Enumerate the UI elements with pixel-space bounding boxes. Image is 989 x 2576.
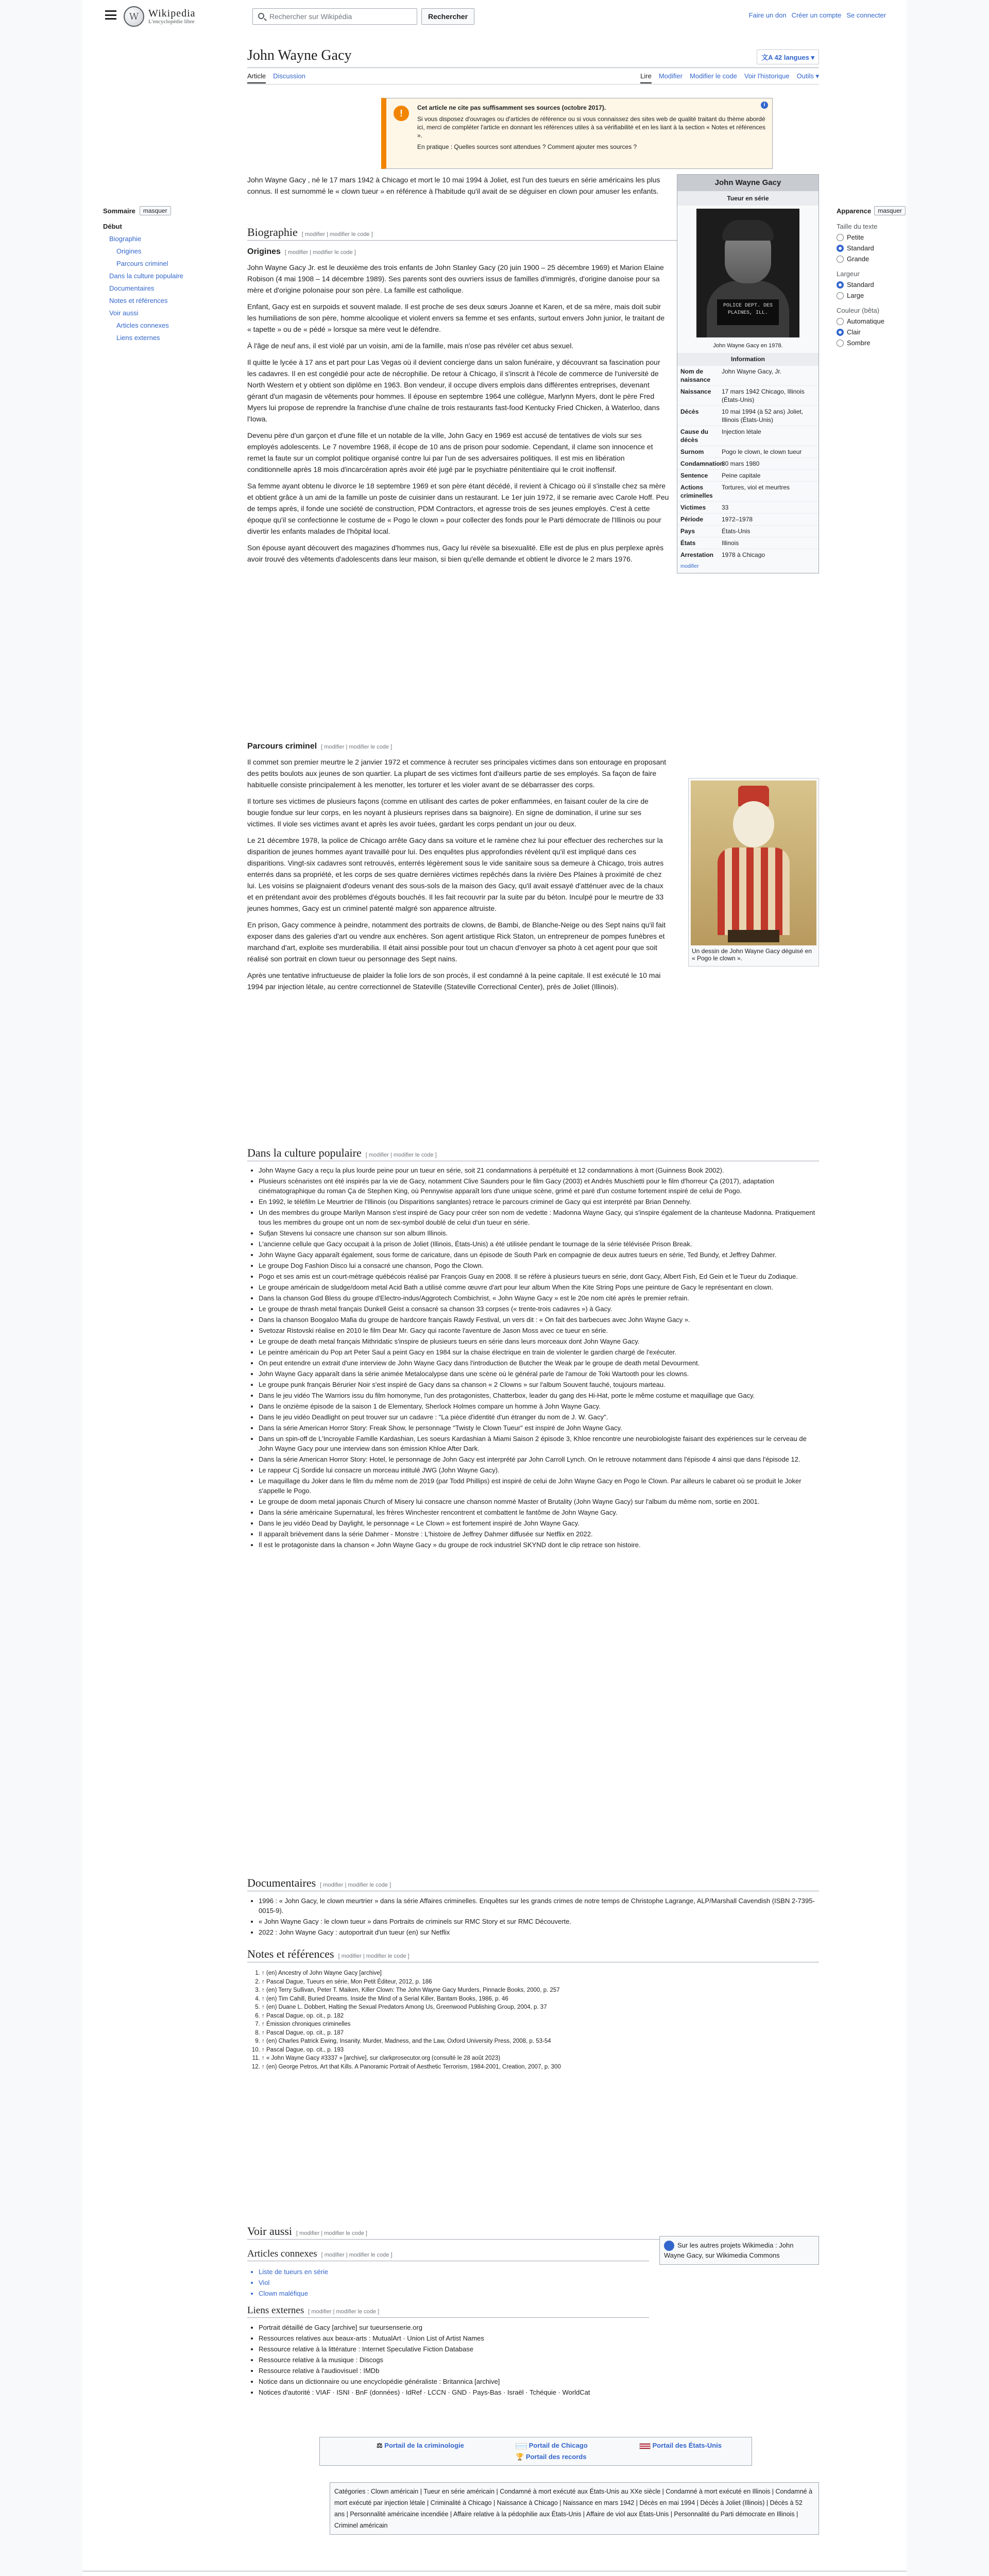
create-account-link[interactable]: Créer un compte [791,11,842,19]
trophy-icon: 🏆 [516,2453,524,2461]
radio-icon [837,318,844,325]
appearance-group-label: Couleur (bêta) [837,307,880,314]
culture-list-item: • Dans le jeu vidéo The Warriors issu du film homonyme, l'un des protagonistes, Chatterbox, leader du gang des Hi-Hat, porte le même costume et maquillage que Gacy. [259,1391,819,1400]
appearance-option-label: Petite [847,233,864,241]
origines-text [247,262,670,570]
appearance-option[interactable] [837,233,898,241]
infobox-key: Condamnation [680,460,724,467]
edit-link[interactable]: [ modifier | modifier le code ] [301,231,373,238]
edit-link[interactable]: [ modifier | modifier le code ] [321,2252,393,2258]
infobox-key: États [680,539,696,547]
radio-icon [837,340,844,347]
page [82,0,907,2576]
infobox-key: Surnom [680,448,704,455]
sister-projects-text[interactable]: Sur les autres projets Wikimedia : John Wayne Gacy, sur Wikimedia Commons [664,2241,794,2259]
infobox-edit-link[interactable]: modifier [680,564,699,569]
toc-item[interactable]: Parcours criminel [116,260,168,267]
section-heading-articles: Articles connexes [ modifier | modifier le code ] [247,2248,649,2261]
infobox-row [677,446,819,457]
infobox-key: Victimes [680,504,706,511]
culture-list-item: • Le groupe américain de sludge/doom metal Acid Bath a utilisé comme œuvre d'art pour leur album When the Kite String Pops une peinture de Gacy le représentant en clown. [259,1282,819,1292]
infobox-row [677,426,819,446]
edit-link[interactable]: [ modifier | modifier le code ] [296,2230,367,2236]
infobox-key: Pays [680,528,695,535]
external-link-item: • Notice dans un dictionnaire ou une encyclopédie généraliste : Britannica [archive] [259,2377,819,2386]
scales-icon: ⚖ [377,2442,383,2449]
section-heading-culture: Dans la culture populaire [ modifier | modifier le code ] [247,1146,819,1161]
appearance-panel [837,206,902,350]
culture-list-item: • Le groupe Dog Fashion Disco lui a consacré une chanson, Pogo the Clown. [259,1261,819,1270]
origines-paragraph: À l'âge de neuf ans, il est violé par un voisin, ami de la famille, mais n'ose pas révéler cet abus sexuel. [247,342,574,350]
search-button[interactable]: Rechercher [421,8,474,25]
parcours-paragraph: Le 21 décembre 1978, la police de Chicago arrête Gacy dans sa voiture et le ramène chez lui pour effectuer des recherches sur la disparition de jeunes hommes ayant travaillé pour lui. Des enquêtes plus approfondies révèlent qu'il est impliqué dans ces disparitions. Vingt-six cadavres sont retrouvés, enterrés légèrement sous le vide sanitaire sous sa demeure à Chicago, trois autres enterrés dans sa propriété, et les corps de ses quatre dernières victimes repêchés dans la rivière Des Plaines à proximité de chez lui. Les voisins se plaignaient d'odeurs venant des sous-sols de la maison des Gacy, qu'il avait essayé d'atténuer avec de la chaux et en prétendant avoir des problèmes d'égouts bouchés. Il les fait recouvrir par la suite par du béton. Inculpé pour le meurtre de 33 jeunes hommes, Gacy est un criminel patenté malgré son apparence altruiste. [247,836,664,912]
infobox-value: 17 mars 1942 Chicago, Illinois (États-Unis) [722,388,805,403]
tab-tools[interactable]: Outils ▾ [796,72,819,80]
tab-article[interactable]: Article [247,72,266,83]
appearance-option[interactable] [837,317,898,325]
reference-item: 3. ↑ (en) Terry Sullivan, Peter T. Maiken, Killer Clown: The John Wayne Gacy Murders, Pinnacle Books, 2000, p. 257 [262,1986,819,1995]
appearance-group-label: Taille du texte [837,223,878,230]
external-link-item: • Notices d'autorité : VIAF · ISNI · BnF (données) · IdRef · LCCN · GND · Pays-Bas · Israël · Tchéquie · WorldCat [259,2387,819,2397]
culture-list-item: • Dans la série American Horror Story: Hotel, le personnage de John Gacy est interprété par John Carroll Lynch. On le retrouve notamment dans l'épisode 4 ainsi que dans l'épisode 12. [259,1454,819,1464]
external-link-item: • Ressource relative à l'audiovisuel : IMDb [259,2366,819,2376]
edit-link[interactable]: [ modifier | modifier le code ] [284,249,356,256]
radio-icon [837,256,844,263]
portal-usa[interactable]: Portail des États-Unis [639,2442,722,2449]
tab-edit[interactable]: Modifier [658,72,683,80]
external-link-item: • Ressource relative à la musique : Discogs [259,2355,819,2365]
banner-text: Si vous disposez d'ouvrages ou d'articles de référence ou si vous connaissez des sites web de qualité traitant du thème abordé ici, merci de compléter l'article en donnant les références utiles à sa vérifiabilité et en les liant à la section « Notes et références ». [417,115,765,139]
radio-icon [837,234,844,241]
infobox-value: États-Unis [722,528,751,535]
origines-paragraph: Il quitte le lycée à 17 ans et part pour Las Vegas où il devient concierge dans un salon funéraire, y découvrant sa fascination pour les cadavres. Il en est congédié pour acte de nécrophilie. De retour à Chicago, il s'inscrit à l'école de commerce de l'université de North Western et y obtient son diplôme en 1963. Bon vendeur, il occupe divers emplois dans différentes entreprises, devenant gérant d'un magasin de vêtements pour hommes. Il épouse en septembre 1964 une collègue, Marlynn Myers, dont le père Fred Myers lui propose de reprendre la franchise d'une chaîne de trois restaurants fast-food Kentucky Fried Chicken, à Waterloo, dans l'Iowa. [247,358,660,423]
appearance-option-label: Standard [847,244,874,252]
mugshot-image[interactable] [696,209,799,337]
toc-item[interactable]: Articles connexes [116,321,169,329]
toc-item[interactable]: Liens externes [116,334,160,342]
appearance-option-label: Grande [847,255,869,263]
user-links [749,11,886,19]
appearance-title: Apparence [837,207,872,215]
figure-caption: Un dessin de John Wayne Gacy déguisé en « Pogo le clown ». [692,947,812,962]
toc-item[interactable]: Biographie [109,235,142,243]
reference-item: 6. ↑ Pascal Dague, op. cit., p. 182 [262,2012,819,2021]
login-link[interactable]: Se connecter [846,11,886,19]
related-article-link[interactable]: • Liste de tueurs en série [259,2267,649,2277]
culture-list-item: • Dans le jeu vidéo Deadlight on peut trouver sur un cadavre : "La pièce d'identité d'un étranger du nom de J. W. Gacy". [259,1412,819,1422]
infobox-key: Naissance [680,388,711,395]
origines-paragraph: Enfant, Gacy est en surpoids et souvent malade. Il est proche de ses deux sœurs Joanne et Karen, et de sa mère, mais doit subir les humiliations de son père, homme alcoolique et violent envers sa femme et ses enfants, surtout envers John junior, le traitant de « tapette » ou de « pédé » lorsque sa mère veut le défendre. [247,302,665,333]
culture-list-item: • Le groupe de thrash metal français Dunkell Geist a consacré sa chanson 33 corpses (« trente-trois cadavres ») à Gacy. [259,1304,819,1314]
culture-list-item: • Dans la chanson God Bless du groupe d'Electro-indus/Aggrotech Combichrist, « John Wayne Gacy » est le 20e nom cité après le premier refrain. [259,1293,819,1303]
culture-list-item: • Dans la série américaine Supernatural, les frères Winchester rencontrent et combattent le fantôme de John Wayne Gacy. [259,1507,819,1517]
reference-item: 12. ↑ (en) George Petros, Art that Kills. A Panoramic Portrait of Aesthetic Terrorism, 1984-2001, Creation, 2007, p. 300 [262,2063,819,2072]
edit-link[interactable]: [ modifier | modifier le code ] [320,1882,391,1888]
origines-paragraph: Devenu père d'un garçon et d'une fille et un notable de la ville, John Gacy en 1969 est accusé de tentatives de viols sur ses employés adolescents. Le 7 novembre 1968, il écope de 10 ans de prison pour sodomie. Cependant, il clame son innocence et remet la faute sur un complot politique organisé contre lui par l'un de ses adversaires politiques. Il est mis en libération conditionnelle après 18 mois d'incarcération après avoir été jugé par le psychiatre pénitentiaire qui le croit inoffensif. [247,431,653,473]
parcours-paragraph: Après une tentative infructueuse de plaider la folie lors de son procès, il est condamné à la peine capitale. Il est exécuté le 10 mai 1994 par injection létale, au centre correctionnel de Stateville (Stateville Correctional Center), près de Joliet (Illinois). [247,971,661,991]
infobox-key: Actions criminelles [680,484,713,499]
references-list [247,1969,819,2071]
appearance-group-label: Largeur [837,270,860,278]
culture-list-item: • Dans le jeu vidéo Dead by Daylight, le personnage « Le Clown » est fortement inspiré de John Wayne Gacy. [259,1518,819,1528]
tab-edit-source[interactable]: Modifier le code [690,72,737,80]
infobox-value: 10 mai 1994 (à 52 ans) Joliet, Illinois (États-Unis) [722,408,804,423]
appearance-option[interactable] [837,255,898,263]
parcours-paragraph: Il commet son premier meurtre le 2 janvier 1972 et commence à recruter ses principales victimes dans son entourage en proposant des petits boulots aux jeunes de son quartier. La plupart de ses victimes font d'ailleurs partie de ses employés. Sa façon de faire habituelle consiste principalement à les menotter, les torturer et les violer avant de se débarrasser des corps. [247,758,667,789]
external-link-item: • Ressource relative à la littérature : Internet Speculative Fiction Database [259,2344,819,2354]
toc-item[interactable]: Notes et références [109,297,168,304]
culture-list-item: • John Wayne Gacy apparaît également, sous forme de caricature, dans un épisode de South Park en compagnie de deux autres tueurs en série, Ted Bundy, et Jeffrey Dahmer. [259,1250,819,1260]
infobox-value: 33 [722,504,729,511]
infobox-row [677,501,819,513]
culture-list-item: • Le groupe de death metal français Mithridatic s'inspire de plusieurs tueurs en série dans leurs morceaux dont John Wayne Gacy. [259,1336,819,1346]
documentary-item: • 2022 : John Wayne Gacy : autoportrait d'un tueur (en) sur Netflix [259,1927,819,1937]
infobox-value: Illinois [722,539,739,547]
culture-list-item: • Dans un spin-off de L'Incroyable Famille Kardashian, Les soeurs Kardashian à Miami Saison 2 épisode 3, Khloe rencontre une neurobiologiste faisant des expériences sur le cerveau de John Wayne Gacy pour une interview dans son émission Khloe After Dark. [259,1434,819,1453]
infobox-value: 30 mars 1980 [722,460,760,467]
culture-list-item: • Dans la chanson Boogaloo Mafia du groupe de hardcore français Rawdy Festival, un vers dit : « On fait des barbecues avec John Wayne Gacy ». [259,1315,819,1325]
wordmark: Wikipedia [148,8,196,19]
banner-title: Cet article ne cite pas suffisamment ses sources (octobre 2017). [417,104,606,111]
footer [82,2571,907,2576]
infobox-row [677,537,819,549]
page-title-bar [247,44,819,68]
warning-icon: ! [394,106,409,121]
table-of-contents [103,206,216,344]
infobox-row [677,469,819,481]
info-icon[interactable]: i [761,101,768,109]
page-title: John Wayne Gacy [247,47,352,63]
radio-icon [837,281,844,289]
culture-list-item: • Il est le protagoniste dans la chanson « John Wayne Gacy » du groupe de rock industriel SKYND dont le clip retrace son histoire. [259,1540,819,1550]
radio-icon [837,329,844,336]
edit-link[interactable]: [ modifier | modifier le code ] [308,2309,380,2315]
portal-criminology[interactable]: ⚖ Portail de la criminologie [377,2442,464,2449]
page-tabs [247,69,819,84]
infobox-row [677,481,819,501]
culture-list-item: • Il apparaît brièvement dans la série Dahmer - Monstre : L'histoire de Jeffrey Dahmer diffusée sur Netflix en 2022. [259,1529,819,1539]
appearance-option-label: Sombre [847,339,871,347]
external-link-item: • Ressources relatives aux beaux-arts : MutualArt · Union List of Artist Names [259,2333,819,2343]
clown-drawing-figure [688,778,819,967]
culture-list-item: • Le rappeur Cj Sordide lui consacre un morceau intitulé JWG (John Wayne Gacy). [259,1465,819,1475]
culture-list-item: • Plusieurs scénaristes ont été inspirés par la vie de Gacy, notamment Clive Saunders pour le film Gacy (2003) et Andrés Muschietti pour le film d'horreur Ça (2017), adaptation cinématographique du roman Ça de Stephen King, où Pennywise apparaît lors d'une unique scène, grimé et paré d'un costume fortement inspiré de celui de Pogo. [259,1176,819,1196]
commons-icon [664,2241,674,2251]
culture-list-item: • En 1992, le téléfilm Le Meurtrier de l'Illinois (ou Disparitions sanglantes) retrace le parcours criminel de Gacy qui est interprété par Brian Dennehy. [259,1197,819,1207]
appearance-hide-button[interactable]: masquer [874,206,906,215]
appearance-option[interactable] [837,281,898,289]
culture-list-item: • Le maquillage du Joker dans le film du même nom de 2019 (par Todd Phillips) est inspiré de celui de John Wayne Gacy en Pogo le Clown. Par ailleurs le cabaret où se produit le Joker s'appelle le Pogo. [259,1476,819,1496]
chicago-flag-icon [516,2443,527,2449]
culture-list-item: • Dans la série American Horror Story: Freak Show, le personnage "Twisty le Clown Tueur" est inspiré de John Wayne Gacy. [259,1423,819,1433]
origines-paragraph: Son épouse ayant découvert des magazines d'hommes nus, Gacy lui révèle sa bisexualité. Elle est de plus en plus perplexe après avoir trouvé des vêtements d'adolescents dans leur maison, si bien qu'elle demande et obtient le divorce le 2 mars 1976. [247,544,664,563]
search-icon [258,13,264,19]
infobox-row [677,405,819,426]
tab-discussion[interactable]: Discussion [273,72,305,80]
documentary-item: • 1996 : « John Gacy, le clown meurtrier » dans la série Affaires criminelles. Enquêtes sur les grands crimes de notre temps de Christophe Lagrange, ALP/Marshall Cavendish (ISBN 2-7395-0015-9). [259,1896,819,1916]
tab-read[interactable]: Lire [640,72,652,83]
reference-item: 5. ↑ (en) Duane L. Dobbert, Halting the Sexual Predators Among Us, Greenwood Publishing Group, 2004, p. 37 [262,2003,819,2012]
culture-list-item: • John Wayne Gacy a reçu la plus lourde peine pour un tueur en série, soit 21 condamnations à perpétuité et 12 condamnations à mort (Guinness Book 2002). [259,1165,819,1175]
infobox-key: Décès [680,408,699,415]
edit-link[interactable]: [ modifier | modifier le code ] [365,1152,437,1158]
appearance-option-label: Automatique [847,317,884,325]
reference-item: 8. ↑ Pascal Dague, op. cit., p. 187 [262,2029,819,2038]
infobox-value: John Wayne Gacy, Jr. [722,368,782,375]
infobox-value: 1978 à Chicago [722,551,765,558]
culture-list [247,1165,819,1551]
radio-icon [837,292,844,299]
appearance-option-label: Clair [847,328,861,336]
wikipedia-logo[interactable] [124,6,196,27]
language-button[interactable]: 文A 42 langues ▾ [757,49,819,64]
culture-list-item: • Dans le onzième épisode de la saison 1 de Elementary, Sherlock Holmes compare un homme à John Wayne Gacy. [259,1401,819,1411]
infobox [677,174,819,573]
external-link-item: • Portrait détaillé de Gacy [archive] sur tueursenserie.org [259,2323,819,2332]
culture-list-item: • Svetozar Ristovski réalise en 2010 le film Dear Mr. Gacy qui raconte l'aventure de Jason Moss avec ce tueur en série. [259,1326,819,1335]
related-article-link[interactable]: • Viol [259,2278,649,2287]
portals-box [319,2437,752,2466]
toc-title: Sommaire [103,207,135,215]
toc-hide-button[interactable]: masquer [140,206,171,215]
infobox-value: Peine capitale [722,472,761,479]
main-menu-icon[interactable] [105,10,116,20]
edit-link[interactable]: [ modifier | modifier le code ] [338,1953,410,1959]
infobox-row [677,513,819,525]
infobox-key: Période [680,516,704,523]
clown-drawing-image[interactable] [691,781,816,945]
culture-list-item: • Un des membres du groupe Marilyn Manson s'est inspiré de Gacy pour créer son nom de vedette : Madonna Wayne Gacy, qui s'inspire également de la chanteuse Madonna. Pratiquement tous les membres du groupe ont un nom de sex-symbol doublé de celui d'un tueur en série. [259,1208,819,1227]
appearance-option[interactable] [837,244,898,252]
infobox-row [677,457,819,469]
infobox-row [677,525,819,537]
culture-list-item: • Le groupe punk français Bérurier Noir s'est inspiré de Gacy dans sa chanson « 2 Clowns » sur l'album Souvent fauché, toujours marteau. [259,1380,819,1389]
reference-item: 7. ↑ Émission chroniques criminelles [262,2020,819,2029]
portal-chicago[interactable]: Portail de Chicago [516,2442,588,2449]
documentaries-list [247,1896,819,1938]
section-heading-voir-aussi: Voir aussi [ modifier | modifier le code ] [247,2225,819,2240]
globe-icon: W [124,6,144,27]
header [82,0,907,33]
section-heading-documentaires: Documentaires [ modifier | modifier le code ] [247,1876,819,1891]
usa-flag-icon [639,2443,651,2449]
reference-item: 9. ↑ (en) Charles Patrick Ewing, Insanity. Murder, Madness, and the Law, Oxford University Press, 2008, p. 53-54 [262,2037,819,2046]
culture-list-item: • Le groupe de doom metal japonais Church of Misery lui consacre une chanson nommé Master of Brutality (John Wayne Gacy) sur l'album du même nom, sortie en 2001. [259,1497,819,1506]
reference-item: 4. ↑ (en) Tim Cahill, Buried Dreams. Inside the Mind of a Serial Killer, Bantam Books, 1986, p. 46 [262,1995,819,2004]
related-article-link[interactable]: • Clown maléfique [259,2289,649,2298]
culture-list-item: • Le peintre américain du Pop art Peter Saul a peint Gacy en 1984 sur la chaise électrique en train de violenter le gardien chargé de l'exécuter. [259,1347,819,1357]
portal-records[interactable]: 🏆 Portail des records [516,2453,587,2461]
infobox-value: Pogo le clown, le clown tueur [722,448,802,455]
intro-paragraph: John Wayne Gacy , né le 17 mars 1942 à Chicago et mort le 10 mai 1994 à Joliet, est l'un des tueurs en série américains les plus connus. Il est surnommé le « clown tueur » en référence à l'habitude qu'il avait de se déguiser en clown pour amuser les enfants. [247,176,660,195]
infobox-key: Cause du décès [680,428,709,444]
infobox-subtitle: Tueur en série [677,191,819,206]
infobox-row [677,549,819,561]
culture-list-item: • On peut entendre un extrait d'une interview de John Wayne Gacy dans l'introduction de Butcher the Weak par le groupe de death metal Devourment. [259,1358,819,1368]
radio-icon [837,245,844,252]
infobox-value: Injection létale [722,428,761,435]
sources-warning-banner [381,98,773,169]
infobox-title: John Wayne Gacy [677,175,819,191]
culture-list-item: • Sufjan Stevens lui consacre une chanson sur son album Illinois. [259,1228,819,1238]
infobox-value: 1972–1978 [722,516,753,523]
infobox-value: Tortures, viol et meurtres [722,484,790,491]
origines-paragraph: John Wayne Gacy Jr. est le deuxième des trois enfants de John Stanley Gacy (20 juin 1900 – 25 décembre 1969) et Marion Elaine Robison (4 mai 1908 – 14 décembre 1989). Ses parents sont des ouvriers issus de familles d'immigrés, d'origine danoise pour sa mère et d'origine polonaise pour son père. La famille est catholique. [247,263,664,294]
subsection-heading-origines: Origines [ modifier | modifier le code ] [247,247,356,256]
appearance-option-label: Large [847,292,864,299]
external-links-list [247,2323,819,2398]
infobox-row [677,385,819,405]
toc-item[interactable]: Documentaires [109,284,155,292]
infobox-key: Arrestation [680,551,714,558]
related-articles-list [247,2267,649,2299]
sister-projects-box [659,2236,819,2265]
parcours-paragraph: Il torture ses victimes de plusieurs façons (comme en utilisant des cartes de poker enflammées, en faisant couler de la cire de bougie fondue sur leur corps, en les noyant à plusieurs reprises dans sa baignoire). En signe de domination, il urine sur ses victimes. Il viole ses victimes avant et après les avoir tuées, gardant les corps pendant un jour ou deux. [247,797,649,828]
infobox-caption: John Wayne Gacy en 1978. [713,343,783,349]
search-input[interactable] [252,8,417,25]
infobox-key: Nom de naissance [680,368,711,383]
categories-box[interactable]: Catégories : Clown américain | Tueur en série américain | Condamné à mort exécuté aux États-Unis au XXe siècle | Condamné à mort exécuté en Illinois | Condamné à mort exécuté par injection létale | Criminalité à Chicago | Naissance à Chicago | Naissance en mars 1942 | Décès en mai 1994 | Décès à Joliet (Illinois) | Décès à 52 ans | Personnalité américaine incendiée | Affaire relative à la pédophilie aux États-Unis | Affaire de viol aux États-Unis | Personnalité du Parti démocrate en Illinois | Criminel américain [330,2482,819,2535]
culture-list-item: • L'ancienne cellule que Gacy occupait à la prison de Joliet (Illinois, États-Unis) a été utilisée pendant le tournage de la série télévisée Prison Break. [259,1239,819,1249]
donate-link[interactable]: Faire un don [748,11,787,19]
tab-history[interactable]: Voir l'historique [744,72,790,80]
infobox-key: Sentence [680,472,708,479]
appearance-option[interactable] [837,328,898,336]
origines-paragraph: Sa femme ayant obtenu le divorce le 18 septembre 1969 et son père étant décédé, il revient à Chicago où il s'installe chez sa mère et obtient grâce à un ami de la famille un poste de cuisinier dans un restaurant. Le 1er juin 1972, il se remarie avec Carole Hoff. Peu de temps après, il fonde une société de construction, PDM Contractors, et agresse trois de ses jeunes employés. C'est à cette époque qu'il se confectionne le costume de « Pogo le clown » pour collecter des fonds pour le Parti démocrate de l'Illinois ou pour divertir les enfants malades de l'hôpital local. [247,482,669,535]
mugshot-plate: POLICE DEPT. DES PLAINES, ILL. [717,299,779,325]
documentary-item: • « John Wayne Gacy : le clown tueur » dans Portraits de criminels sur RMC Story et sur RMC Découverte. [259,1917,819,1926]
culture-list-item: • Pogo et ses amis est un court-métrage québécois réalisé par François Guay en 2008. Il se réfère à plusieurs tueurs en série, dont Gacy, Albert Fish, Ed Gein et le Tueur du Zodiaque. [259,1272,819,1281]
section-heading-biographie: Biographie [ modifier | modifier le code ] [247,226,819,241]
reference-item: 2. ↑ Pascal Dague, Tueurs en série, Mon Petit Éditeur, 2012, p. 186 [262,1978,819,1987]
toc-item[interactable]: Dans la culture populaire [109,272,183,280]
infobox-row [677,365,819,385]
infobox-section: Information [677,353,819,365]
reference-item: 1. ↑ (en) Ancestry of John Wayne Gacy [archive] [262,1969,819,1978]
parcours-text [247,756,670,997]
toc-item[interactable]: Origines [116,247,142,255]
subsection-heading-parcours: Parcours criminel [ modifier | modifier le code ] [247,742,393,751]
appearance-option[interactable] [837,339,898,347]
tagline: L'encyclopédie libre [148,19,195,25]
search-placeholder: Rechercher sur Wikipédia [269,12,352,21]
toc-item[interactable]: Début [103,223,122,230]
appearance-option[interactable] [837,292,898,299]
banner-practice: En pratique : Quelles sources sont attendues ? Comment ajouter mes sources ? [417,143,637,150]
appearance-option-label: Standard [847,281,874,289]
reference-item: 10. ↑ Pascal Dague, op. cit., p. 193 [262,2046,819,2055]
toc-item[interactable]: Voir aussi [109,309,139,317]
reference-item: 11. ↑ « John Wayne Gacy #3337 » [archive], sur clarkprosecutor.org (consulté le 28 août 2023) [262,2054,819,2063]
parcours-paragraph: En prison, Gacy commence à peindre, notamment des portraits de clowns, de Bambi, de Blanche-Neige ou des Sept nains qu'il fait exposer dans des galeries d'art ou vendre aux enchères. Son agent artistique Rick Staton, un entrepreneur de pompes funèbres et marchand d'art, exploite ses murderabilia. Il était ainsi possible pour tout un chacun d'envoyer sa photo à cet agent pour que soit réalisé son portrait en clown tueur ou personnage des Sept nains. [247,921,666,963]
culture-list-item: • John Wayne Gacy apparaît dans la série animée Metalocalypse dans une scène où le général parle de l'amour de Toki Wartooth pour les clowns. [259,1369,819,1379]
edit-link[interactable]: [ modifier | modifier le code ] [321,744,393,750]
section-heading-liens: Liens externes [ modifier | modifier le code ] [247,2305,649,2318]
section-heading-notes: Notes et références [ modifier | modifier le code ] [247,1947,819,1962]
